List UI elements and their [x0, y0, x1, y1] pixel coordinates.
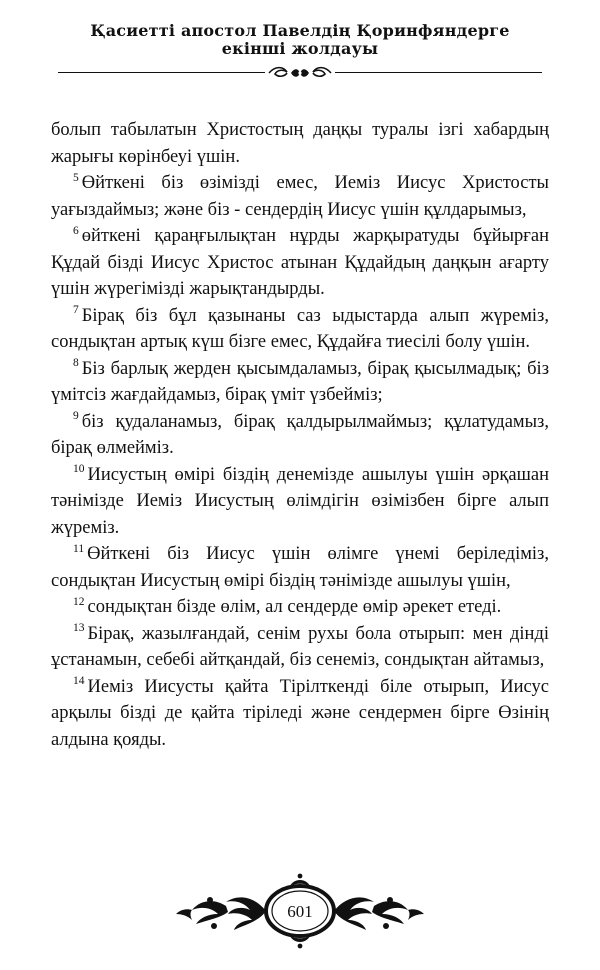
verse-12: [51, 594, 549, 621]
verse-number: 5: [73, 171, 79, 184]
paragraph-continuation: [51, 117, 549, 170]
verse-text: Бірақ, жазылғандай, сенім рухы бола отырып: мен дінді ұстанамын, себебі айтқандай, біз сенеміз, сондықтан айтамыз,: [51, 623, 549, 670]
verse-number: 14: [73, 675, 85, 688]
verse-number: 11: [73, 542, 85, 555]
header-title-line-1: Қасиетті апостол Павелдің Қоринфяндерге: [90, 21, 510, 40]
verse-10: [51, 462, 549, 542]
verse-8: [51, 356, 549, 409]
verse-number: 7: [73, 304, 79, 317]
verse-text: Иисустың өмірі біздің денемізде ашылуы үшін әрқашан тәнімізде Иеміз Иисустың өлімдігін өзімізбен бірге алып жүреміз.: [51, 464, 549, 538]
floral-divider-icon: [265, 64, 335, 82]
running-header: [0, 22, 600, 58]
verse-9: [51, 409, 549, 462]
verse-6: [51, 223, 549, 303]
verse-text: сондықтан бізде өлім, ал сендерде өмір әрекет етеді.: [87, 597, 502, 617]
verse-text: Иеміз Иисусты қайта Тірілткенді біле отырып, Иисус арқылы бізді де қайта тіріледі және сендермен бірге Өзінің алдына қояды.: [51, 676, 549, 750]
verse-number: 13: [73, 622, 85, 635]
verse-number: 12: [73, 595, 85, 608]
header-title-line-2: екінші жолдауы: [221, 39, 379, 58]
verse-text: Өйткені біз өзімізді емес, Иеміз Иисус Христосты уағыздаймыз; және біз - сендердің Иисус үшін құлдарымыз,: [51, 173, 549, 220]
verse-14: [51, 674, 549, 754]
verse-text: Бірақ біз бұл қазынаны саз ыдыстарда алып жүреміз, сондықтан артық күш бізге емес, Құдайға тиесілі болу үшін.: [51, 305, 549, 352]
verse-text: болып табылатын Христостың даңқы туралы ізгі хабардың жарығы көрінбеуі үшін.: [51, 120, 549, 167]
verse-text: Біз барлық жерден қысымдаламыз, бірақ қысылмадық; біз үмітсіз жағдайдамыз, бірақ үміт үзбейміз;: [51, 358, 549, 405]
verse-11: [51, 541, 549, 594]
verse-text: Өйткені біз Иисус үшін өлімге үнемі беріледіміз, сондықтан Иисустың өмірі біздің тәнімізде ашылуы үшін,: [51, 544, 549, 591]
verse-5: [51, 170, 549, 223]
scripture-text: [51, 117, 549, 753]
verse-13: [51, 621, 549, 674]
verse-text: өйткені қараңғылықтан нұрды жарқыратуды бұйырған Құдай бізді Иисус Христос атынан Құдайдың даңқын ағарту үшін жүрегімізді жарықтандырды.: [51, 226, 549, 299]
page-number: 601: [287, 902, 313, 921]
verse-number: 8: [73, 357, 79, 370]
verse-text: біз қудаланамыз, бірақ қалдырылмаймыз; құлатудамыз, бірақ өлмейміз.: [51, 411, 549, 458]
verse-number: 9: [73, 410, 79, 423]
verse-7: [51, 303, 549, 356]
verse-number: 6: [73, 224, 79, 237]
verse-number: 10: [73, 463, 85, 476]
